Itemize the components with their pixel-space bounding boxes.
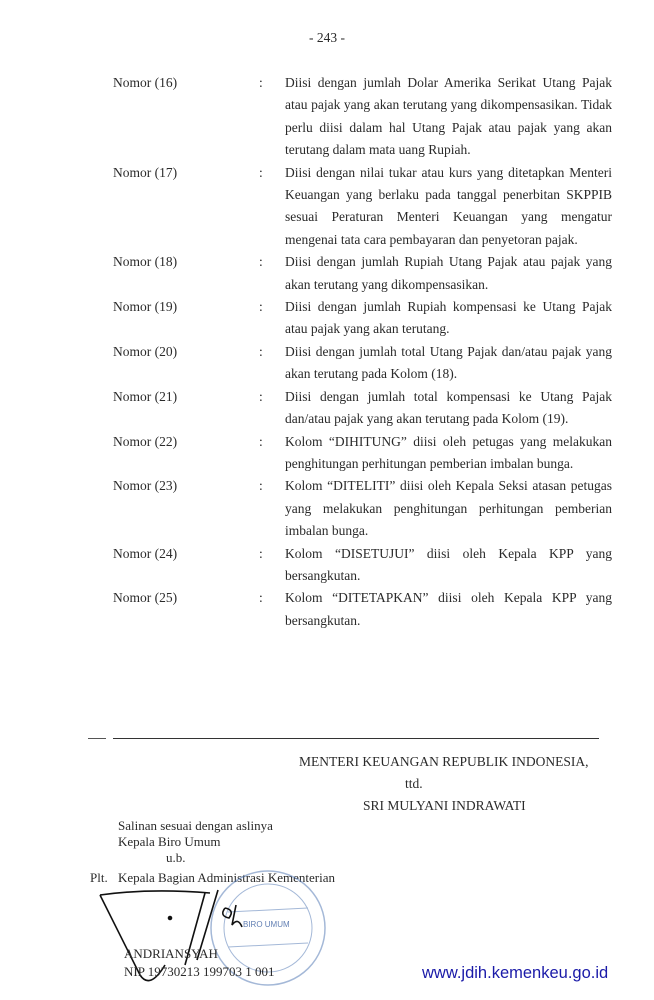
entry-label: Nomor (23) [113,478,178,494]
entry-label: Nomor (20) [113,343,178,359]
entry-label: Nomor (22) [113,433,178,449]
entry-text: Diisi dengan jumlah total Utang Pajak dan/atau pajak yang akan terutang pada Kolom (18). [285,343,612,382]
entry-colon: : [259,299,263,315]
entry-label: Nomor (16) [113,75,178,90]
signature-ttd: ttd. [405,776,423,791]
entry-text: Kolom “DIHITUNG” diisi oleh petugas yang melakukan penghitungan perhitungan pemberian imbalan bunga. [285,433,612,471]
entry-text: Diisi dengan jumlah Rupiah kompensasi ke Utang Pajak atau pajak yang akan terutang. [285,299,612,337]
signature-name: SRI MULYANI INDRAWATI [363,798,526,813]
plt-label: Plt. [90,870,108,885]
signer-nip: NIP 19730213 199703 1 001 [124,964,275,979]
entry-text: Diisi dengan jumlah Rupiah Utang Pajak atau pajak yang akan terutang yang dikompensasikan. [285,254,612,292]
stamp-text: BIRO UMUM [243,920,290,929]
entry-label: Nomor (25) [113,590,178,606]
entry-colon: : [259,343,263,359]
entry-text: Kolom “DITETAPKAN” diisi oleh Kepala KPP yang bersangkutan. [285,590,612,628]
entry-label: Nomor (21) [113,388,178,404]
page-number: - 243 - [309,30,345,45]
entry-label: Nomor (19) [113,299,178,315]
entry-text: Diisi dengan nilai tukar atau kurs yang ditetapkan Menteri Keuangan yang berlaku pada tanggal penerbitan SKPPIB sesuai Peraturan Menteri Keuangan yang mengatur mengenai tata cara pembayaran dan penyetoran pajak. [285,164,612,247]
entry-label: Nomor (24) [113,545,178,561]
entry-label: Nomor (18) [113,254,178,270]
signer-name: ANDRIANSYAH [124,946,218,961]
copy-line: Kepala Bagian Administrasi Kementerian [118,870,335,885]
copy-line: Salinan sesuai dengan aslinya [118,818,273,833]
entry-colon: : [259,164,263,180]
copy-line: Kepala Biro Umum [118,834,221,849]
entry-colon: : [259,388,263,404]
copy-line: u.b. [166,850,186,865]
entry-colon: : [259,75,263,90]
entry-colon: : [259,478,263,494]
signature-title: MENTERI KEUANGAN REPUBLIK INDONESIA, [299,754,589,769]
entry-text: Kolom “DITELITI” diisi oleh Kepala Seksi atasan petugas yang melakukan penghitungan perhitungan pemberian imbalan bunga. [285,478,612,539]
website-link[interactable]: www.jdih.kemenkeu.go.id [422,964,609,982]
entry-text: Diisi dengan jumlah Dolar Amerika Serikat Utang Pajak atau pajak yang akan terutang yang dikompensasikan. Tidak perlu diisi dalam hal Utang Pajak atau pajak yang akan terutang dalam mata uang Rupiah. [285,75,612,158]
entry-colon: : [259,590,263,606]
entry-colon: : [259,545,263,561]
entry-text: Diisi dengan jumlah total kompensasi ke Utang Pajak dan/atau pajak yang akan terutang pada Kolom (19). [285,388,612,427]
entry-colon: : [259,433,263,449]
entry-colon: : [259,254,263,270]
entry-text: Kolom “DISETUJUI” diisi oleh Kepala KPP yang bersangkutan. [285,545,612,583]
entry-label: Nomor (17) [113,164,178,180]
